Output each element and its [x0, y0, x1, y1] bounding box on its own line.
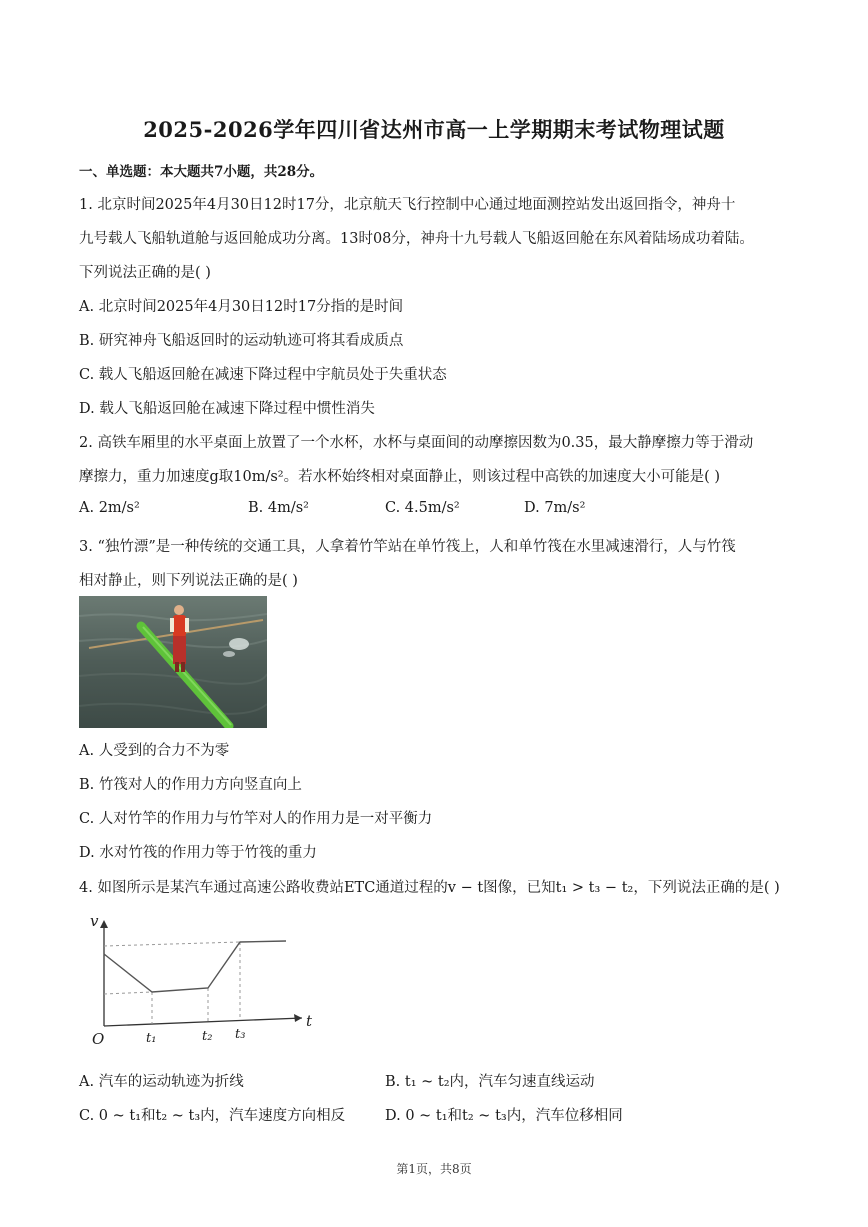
q1-line-1: 1. 北京时间2025年4月30日12时17分，北京航天飞行控制中心通过地面测控站发出返回指令，神舟十	[79, 197, 736, 213]
v-t-curve	[104, 941, 286, 992]
q4-line-1: 4. 如图所示是某汽车通过高速公路收费站ETC通道过程的v − t图像，已知t₁ > t₃ − t₂，下列说法正确的是( )	[79, 880, 780, 896]
q3-option-c: C. 人对竹竿的作用力与竹竿对人的作用力是一对平衡力	[79, 811, 433, 827]
v-t-graph	[86, 908, 326, 1050]
q1-line-2: 九号载人飞船轨道舱与返回舱成功分离。13时08分，神舟十九号载人飞船返回舱在东风着陆场成功着陆。	[79, 231, 754, 247]
q4-option-b: B. t₁ ~ t₂内，汽车匀速直线运动	[385, 1074, 595, 1090]
origin-label: O	[92, 1030, 105, 1048]
t-axis-label: t	[306, 1012, 313, 1030]
q2-option-c: C. 4.5m/s²	[385, 500, 460, 516]
q4-option-a: A. 汽车的运动轨迹为折线	[79, 1074, 244, 1090]
bamboo-rafting-illustration	[79, 596, 267, 728]
q3-option-a: A. 人受到的合力不为零	[79, 743, 230, 759]
q1-option-a: A. 北京时间2025年4月30日12时17分指的是时间	[79, 299, 404, 315]
q3-option-d: D. 水对竹筏的作用力等于竹筏的重力	[79, 845, 317, 861]
q4-option-c: C. 0 ~ t₁和t₂ ~ t₃内，汽车速度方向相反	[79, 1108, 346, 1124]
page-footer: 第1页，共8页	[396, 1162, 472, 1176]
q1-option-d: D. 载人飞船返回舱在减速下降过程中惯性消失	[79, 401, 375, 417]
q3-line-1: 3. “独竹漂”是一种传统的交通工具，人拿着竹竿站在单竹筏上，人和单竹筏在水里减速滑行，人与竹筏	[79, 539, 736, 555]
q3-line-2: 相对静止，则下列说法正确的是( )	[79, 573, 298, 589]
t3-label: t₃	[235, 1027, 246, 1042]
q2-line-1: 2. 高铁车厢里的水平桌面上放置了一个水杯，水杯与桌面间的动摩擦因数为0.35，最大静摩擦力等于滑动	[79, 435, 754, 451]
q2-option-a: A. 2m/s²	[79, 500, 140, 516]
t1-label: t₁	[146, 1031, 157, 1046]
page-title: 2025-2026学年四川省达州市高一上学期期末考试物理试题	[143, 117, 725, 142]
q3-option-b: B. 竹筏对人的作用力方向竖直向上	[79, 777, 302, 793]
t2-label: t₂	[202, 1029, 213, 1044]
v-axis-arrow	[100, 920, 108, 928]
q1-line-3: 下列说法正确的是( )	[79, 265, 211, 281]
q4-option-d: D. 0 ~ t₁和t₂ ~ t₃内，汽车位移相同	[385, 1108, 623, 1124]
t-axis-arrow	[294, 1014, 302, 1022]
v-axis-label: v	[90, 912, 99, 930]
q1-option-c: C. 载人飞船返回舱在减速下降过程中宇航员处于失重状态	[79, 367, 447, 383]
section-heading: 一、单选题：本大题共7小题，共28分。	[79, 164, 324, 180]
q2-line-2: 摩擦力，重力加速度g取10m/s²。若水杯始终相对桌面静止，则该过程中高铁的加速度大小可能是( )	[79, 469, 721, 485]
q2-option-b: B. 4m/s²	[248, 500, 309, 516]
q2-option-d: D. 7m/s²	[524, 500, 586, 516]
v-t-graph-svg	[86, 908, 326, 1050]
bamboo-rafting-photo	[79, 596, 267, 728]
t-axis	[104, 1018, 302, 1026]
q1-option-b: B. 研究神舟飞船返回时的运动轨迹可将其看成质点	[79, 333, 404, 349]
